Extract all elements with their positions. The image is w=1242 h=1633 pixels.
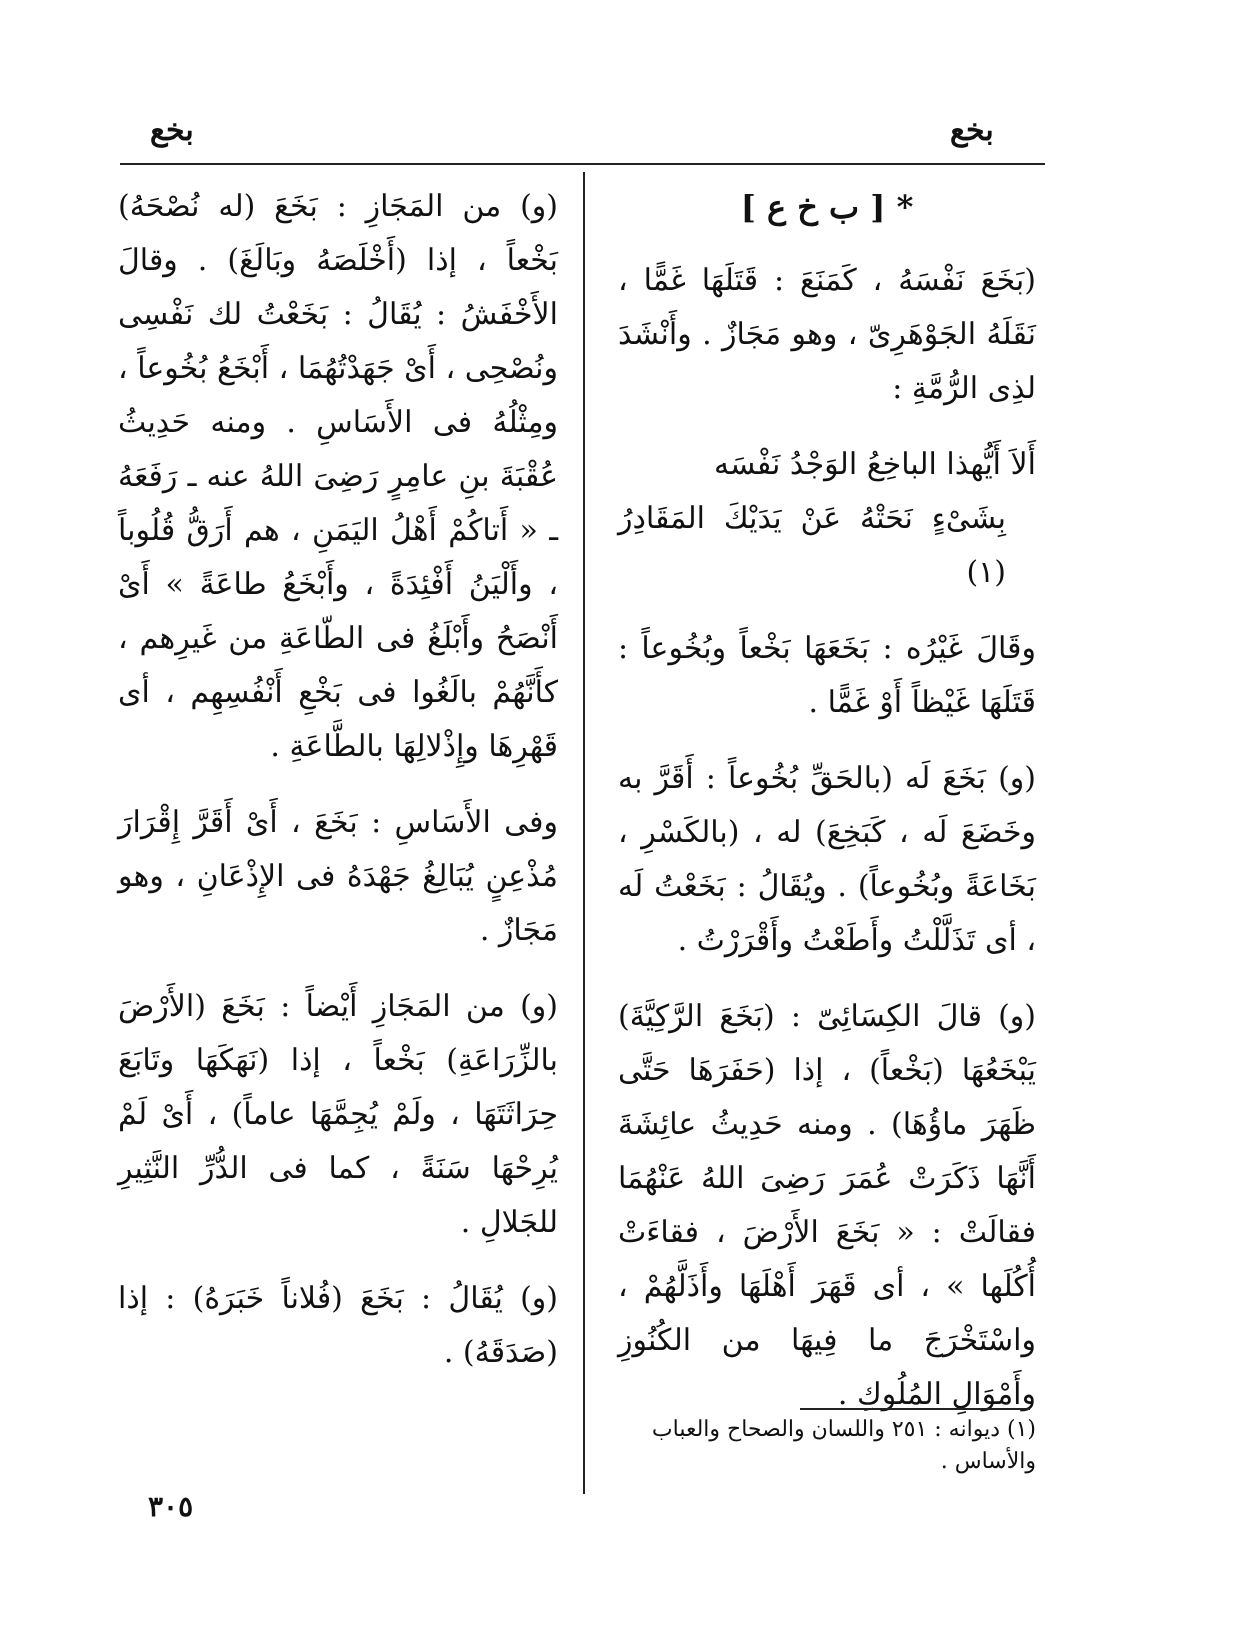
header-divider — [120, 163, 1045, 165]
right-column — [618, 180, 1036, 1444]
paragraph: (و) يُقَالُ : بَخَعَ (فُلاناً خَبَرَهُ) : إذا (صَدَقَهُ) . — [118, 1281, 558, 1370]
paragraph: وفى الأَسَاسِ : بَخَعَ ، أَىْ أَقَرَّ إِقْرَارَ مُذْعِنٍ يُبَالِغُ جَهْدَهُ فى الإِذْعَانِ ، وهو مَجَازٌ . — [118, 805, 558, 948]
running-header-left: بخع — [150, 113, 194, 148]
entry-heading: * [ ب خ ع ] — [740, 188, 914, 226]
footnote: (١) ديوانه : ٢٥١ واللسان والصحاح والعباب والأساس . — [651, 1417, 1036, 1474]
paragraph: (و) من المَجَازِ أَيْضاً : بَخَعَ (الأَرْضَ بالزِّرَاعَةِ) بَخْعاً ، إذا (نَهَكَهَا وتَابَعَ حِرَاثَتَهَا ، ولَمْ يُجِمَّهَا عاماً) ، أَىْ لَمْ يُرِحْهَا سَنَةً ، كما فى الدُّرِّ النَّثِيرِ للجَلالِ . — [118, 989, 558, 1240]
running-header-right: بخع — [950, 113, 994, 148]
paragraph: وقَالَ غَيْرُه : بَخَعَهَا بَخْعاً وبُخُوعاً : قَتَلَهَا غَيْظاً أَوْ غَمًّا . — [618, 631, 1036, 720]
paragraph: (و) من المَجَازِ : بَخَعَ (له نُصْحَهُ) بَخْعاً ، إذا (أَخْلَصَهُ وبَالَغَ) . وقالَ الأَخْفَشُ : يُقَالُ : بَخَعْتُ لك نَفْسِى ونُصْحِى ، أَىْ جَهَدْتُهُمَا ، أَبْخَعُ بُخُوعاً ، ومِثْلُهُ فى الأَسَاسِ . ومنه حَدِيثُ عُقْبَةَ بنِ عامِرٍ رَضِىَ اللهُ عنه ـ رَفَعَهُ ـ « أَتاكُمْ أَهْلُ اليَمَنِ ، هم أَرَقُّ قُلُوباً ، وأَلْيَنُ أَفْئِدَةً ، وأَبْخَعُ طاعَةً » أَىْ أَنْصَحُ وأَبْلَغُ فى الطّاعَةِ من غَيرِهم ، كأَنَّهُمْ بالَغُوا فى بَخْعِ أَنْفُسِهِم ، أى قَهْرِهَا وإِذْلالِهَا بالطَّاعَةِ . — [118, 189, 558, 764]
left-column — [118, 180, 558, 1402]
paragraph: (بَخَعَ نَفْسَهُ ، كَمَنَعَ : قَتَلَهَا غَمًّا ، نَقَلَهُ الجَوْهَرِىّ ، وهو مَجَازٌ . وأَنْشَدَ لذِى الرُّمَّةِ : — [618, 263, 1036, 406]
verse-hemistich-2: بِشَىْءٍ نَحَتْهُ عَنْ يَدَيْكَ المَقَادِرُ (١) — [618, 501, 1006, 590]
verse-hemistich-1: أَلاَ أَيُّهذا الباخِعُ الوَجْدُ نَفْسَه — [713, 447, 1036, 482]
footnote-divider — [800, 1408, 1030, 1410]
column-divider — [583, 172, 585, 1494]
page-number: ٣٠٥ — [148, 1490, 194, 1523]
poetry-verse — [618, 438, 1036, 600]
paragraph: (و) قالَ الكِسَائِىّ : (بَخَعَ الرَّكِيَّةَ) يَبْخَعُهَا (بَخْعاً) ، إذا (حَفَرَهَا حَتَّى ظَهَرَ ماؤُهَا) . ومنه حَدِيثُ عائِشَةَ أَنَّهَا ذَكَرَتْ عُمَرَ رَضِىَ اللهُ عَنْهُمَا فقالَتْ : « بَخَعَ الأَرْضَ ، فقاءَتْ أُكُلَها » ، أى قَهَرَ أَهْلَهَا وأَذَلَّهُمْ ، واسْتَخْرَجَ ما فِيهَا من الكُنُوزِ وأَمْوَالِ المُلُوكِ . — [618, 999, 1036, 1412]
paragraph: (و) بَخَعَ لَه (بالحَقِّ بُخُوعاً : أَقَرَّ به وخَضَعَ لَه ، كَبَخِعَ) له ، (بالكَسْرِ ، بَخَاعَةً وبُخُوعاً) . ويُقَالُ : بَخَعْتُ لَه ، أى تَذَلَّلْتُ وأَطَعْتُ وأَقْرَرْتُ . — [618, 761, 1036, 958]
